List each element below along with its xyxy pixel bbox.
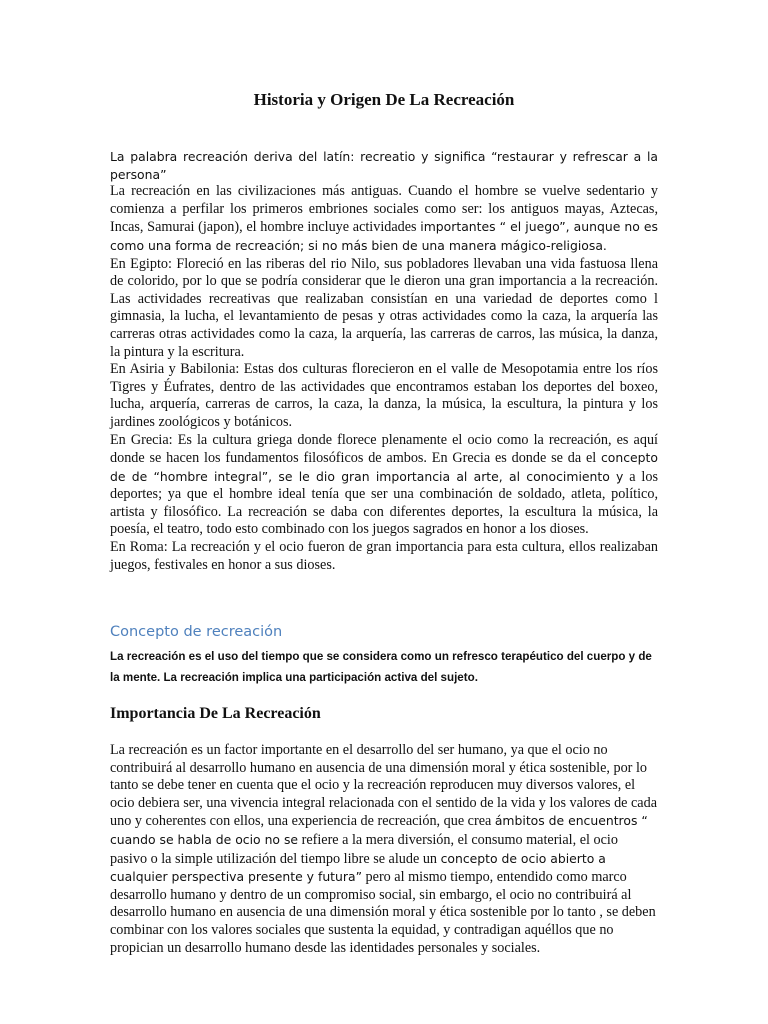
concept-heading: Concepto de recreación (110, 624, 283, 640)
greece-paragraph (110, 432, 658, 540)
importance-text-2: ámbitos de encuentros “ cuando se habla de ocio no se (110, 813, 648, 847)
etymology-paragraph: La palabra recreación deriva del latín: recreatio y significa “restaurar y refrescar a la persona” (110, 149, 658, 182)
greece-text-sans: concepto de de “hombre integral”, se le dio gran importancia al arte, al conocimiento y (110, 450, 658, 484)
importance-text-4: concepto de ocio abierto a cualquier perspectiva presente y futura” (110, 850, 606, 885)
ancient-text: La recreación en las civilizaciones más antiguas. Cuando el hombre se vuelve sedentario y comienza a perfilar los primeros embriones sociales como ser: los antiguos mayas, Aztecas, Incas, Samurai (japon), el hombre incluye actividades (110, 183, 658, 236)
importance-paragraph (110, 742, 658, 957)
egypt-paragraph: En Egipto: Floreció en las riberas del rio Nilo, sus pobladores llevaban una vida fastuosa llena de colorido, por lo que se podría considerar que le dieron una gran importancia a la recreación. Las actividades recreativas que realizaban consistían en una variedad de deportes como l gimnasia, la lucha, el levantamiento de pesas y otras actividades como la caza, la arquería las carreras otras actividades como la caza, la arquería, las carreras de carros, las música, la danza, la pintura y la escritura. (110, 255, 658, 360)
importance-heading: Importancia De La Recreación (110, 705, 321, 722)
greece-text-end: a los deportes; ya que el hombre ideal tenía que ser una combinación de soldado, atleta, político, artista y filosófico. La recreación se daba con diferentes deportes, la escultura la música, la poesía, el teatro, todo esto combinado con los juegos sagrados en honor a los dioses. (110, 468, 658, 538)
importance-text-1: La recreación es un factor importante en el desarrollo del ser humano, ya que el ocio no contribuirá al desarrollo humano en ausencia de una dimensión moral y ética sostenible, por lo tanto se debe tener en cuenta que el ocio y la recreación reproducen muy diversos valores, el ocio debiera ser, una vivencia integral relacionada con el sentido de la vida y los valores de cada uno y coherentes con ellos, una experiencia de recreación, que crea (110, 742, 657, 830)
assyria-babylon-paragraph: En Asiria y Babilonia: Estas dos culturas florecieron en el valle de Mesopotamia entre los ríos Tigres y Éufrates, dentro de las actividades que encontramos estaban los deportes del boxeo, lucha, arquería, carreras de carros, la caza, la danza, la música, la escultura, la pintura y los jardines zoológicos y botánicos. (110, 361, 658, 430)
importance-text-5: pero al mismo tiempo, entendido como marco desarrollo humano y dentro de un compromiso social, sin embargo, el ocio no contribuirá al desarrollo humano en ausencia de una dimensión moral y ética sostenible por lo tanto , se deben combinar con los valores sociales que sustenta la equidad, y contradigan aquéllos que no propician un desarrollo humano desde las identidades personales y sociales. (110, 869, 656, 956)
history-section (110, 148, 658, 574)
importance-text-3: refiere a la mera diversión, el consumo material, el ocio pasivo o la simple utilización del tiempo libre se alude un (110, 831, 618, 867)
document-title: Historia y Origen De La Recreación (253, 90, 515, 109)
rome-paragraph: En Roma: La recreación y el ocio fueron de gran importancia para esta cultura, ellos realizaban juegos, festivales en honor a sus dioses. (110, 539, 658, 573)
greece-text: En Grecia: Es la cultura griega donde florece plenamente el ocio como la recreación, es aquí donde se hacen los fundamentos filosóficos de ambos. En Grecia es donde se da el (110, 431, 658, 467)
concept-text: La recreación es el uso del tiempo que se considera como un refresco terapéutico del cuerpo y de la mente. La recreación implica una participación activa del sujeto. (110, 650, 652, 684)
ancient-civilizations-paragraph (110, 183, 658, 255)
ancient-text-sans: importantes “ el juego”, aunque no es como una forma de recreación; si no más bien de una manera mágico-religiosa. (110, 219, 658, 253)
